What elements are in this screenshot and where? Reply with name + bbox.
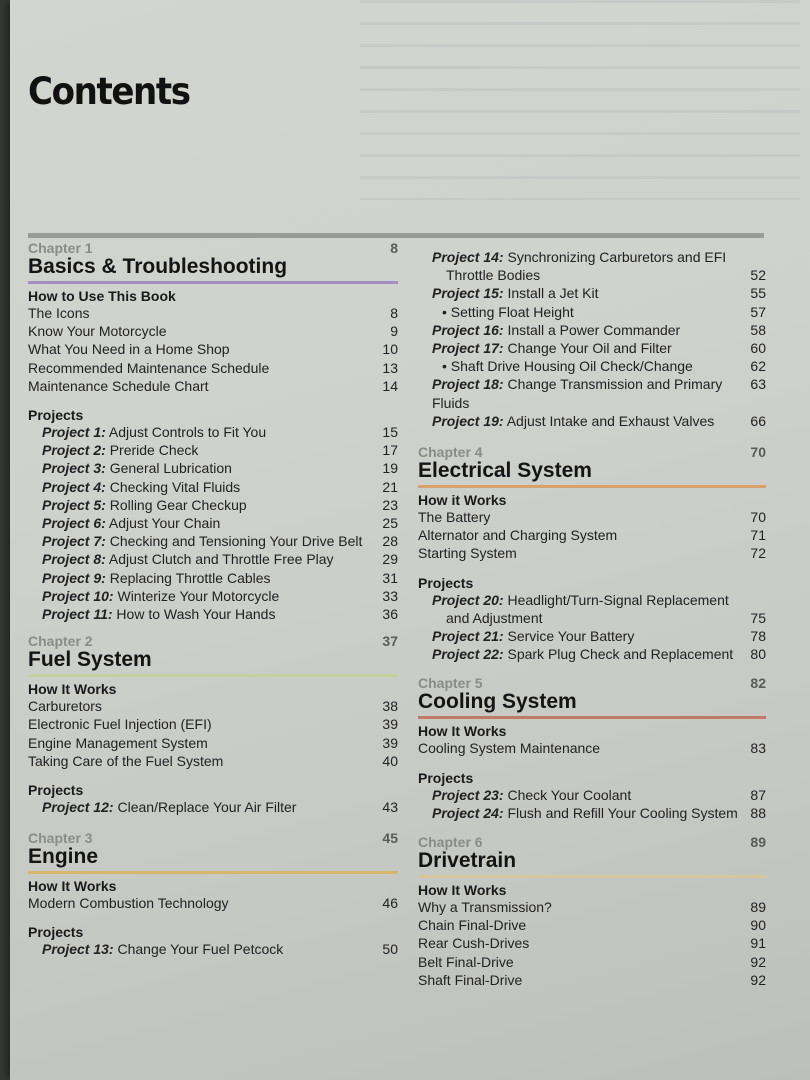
entry-page bbox=[742, 248, 766, 266]
entry-title: Taking Care of the Fuel System bbox=[28, 752, 224, 769]
entry-title: Project 6: Adjust Your Chain bbox=[42, 515, 221, 532]
toc-entry-continuation bbox=[418, 609, 766, 627]
project-number: Project 5: bbox=[42, 496, 106, 513]
entry-page: 92 bbox=[750, 971, 766, 988]
entry-title: Project 10: Winterize Your Motorcycle bbox=[42, 587, 280, 604]
toc-project-entry bbox=[418, 645, 766, 663]
entry-page: 88 bbox=[750, 804, 766, 821]
entry-title: • Shaft Drive Housing Oil Check/Change bbox=[442, 358, 693, 375]
toc-entry bbox=[418, 526, 766, 544]
toc-entry bbox=[418, 916, 766, 934]
entry-title: Project 9: Replacing Throttle Cables bbox=[42, 569, 271, 586]
entry-title: Project 13: Change Your Fuel Petcock bbox=[42, 941, 284, 958]
entry-page: 19 bbox=[382, 460, 398, 477]
entry-title: Maintenance Schedule Chart bbox=[28, 377, 209, 394]
entry-page: 89 bbox=[750, 899, 766, 916]
entry-title: Project 11: How to Wash Your Hands bbox=[42, 606, 276, 623]
entry-page: 91 bbox=[750, 935, 766, 952]
entry-page: 13 bbox=[382, 359, 398, 376]
entry-page: 78 bbox=[750, 628, 766, 645]
entry-title: The Icons bbox=[28, 305, 90, 321]
chapter-color-bar bbox=[418, 716, 766, 719]
toc-project-entry bbox=[418, 248, 766, 266]
toc-entry bbox=[28, 359, 398, 377]
entry-page: 71 bbox=[750, 527, 766, 544]
chapter-color-bar bbox=[28, 281, 398, 284]
chapter-title: Engine bbox=[28, 845, 99, 869]
entry-title: Recommended Maintenance Schedule bbox=[28, 359, 270, 376]
chapter-block bbox=[28, 240, 398, 623]
chapter-label bbox=[28, 633, 398, 649]
entry-title: The Battery bbox=[418, 509, 491, 526]
chapter-page: 45 bbox=[382, 830, 398, 847]
project-number: Project 21: bbox=[432, 628, 504, 645]
entry-title: Know Your Motorcycle bbox=[28, 323, 167, 340]
chapter-block bbox=[418, 834, 766, 989]
entry-page: 31 bbox=[382, 569, 398, 586]
project-number: Project 19: bbox=[432, 412, 504, 429]
entry-title: Shaft Final-Drive bbox=[418, 971, 523, 988]
section-heading: Projects bbox=[28, 407, 84, 424]
project-number: Project 17: bbox=[432, 340, 504, 357]
chapter-label bbox=[418, 444, 766, 460]
entry-page: 38 bbox=[382, 698, 398, 715]
toc-entry bbox=[28, 697, 398, 715]
toc-project-entry bbox=[418, 284, 766, 302]
entry-title: Project 24: Flush and Refill Your Cooling System bbox=[432, 804, 738, 821]
toc-project-entry bbox=[28, 441, 398, 459]
entry-title: Project 16: Install a Power Commander bbox=[432, 321, 681, 338]
entry-page: 80 bbox=[750, 646, 766, 663]
chapter-color-bar bbox=[418, 485, 766, 488]
entry-page: 55 bbox=[750, 285, 766, 302]
chapter-page: 8 bbox=[390, 240, 398, 256]
toc-entry bbox=[418, 971, 766, 989]
section-heading: Projects bbox=[418, 769, 474, 786]
entry-title: Belt Final-Drive bbox=[418, 953, 514, 970]
bleed-through-text bbox=[360, 0, 800, 200]
entry-page bbox=[742, 591, 766, 609]
entry-page: 36 bbox=[382, 606, 398, 623]
toc-project-entry bbox=[418, 339, 766, 357]
entry-page: 62 bbox=[750, 358, 766, 375]
toc-project-entry bbox=[28, 798, 398, 816]
toc-project-entry bbox=[418, 627, 766, 645]
entry-page: 25 bbox=[382, 515, 398, 532]
toc-entry bbox=[28, 340, 398, 358]
toc-entry bbox=[418, 953, 766, 971]
project-number: Project 8: bbox=[42, 551, 106, 568]
toc-entry bbox=[28, 322, 398, 340]
toc-subentry bbox=[418, 357, 766, 375]
entry-page: 60 bbox=[750, 340, 766, 357]
chapter-number: Chapter 3 bbox=[28, 830, 93, 847]
toc-project-entry bbox=[28, 459, 398, 477]
chapter-number: Chapter 5 bbox=[418, 675, 483, 692]
book-page bbox=[10, 0, 810, 1080]
entry-page: 33 bbox=[382, 587, 398, 604]
project-number: Project 12: bbox=[42, 799, 114, 816]
toc-project-entry bbox=[28, 569, 398, 587]
chapter-label bbox=[28, 830, 398, 846]
entry-page: 87 bbox=[750, 786, 766, 803]
toc-entry bbox=[418, 739, 766, 757]
toc-entry-continuation bbox=[418, 266, 766, 284]
entry-page: 14 bbox=[382, 377, 398, 394]
entry-title: Chain Final-Drive bbox=[418, 917, 527, 934]
entry-title: Project 15: Install a Jet Kit bbox=[432, 285, 599, 302]
entry-page: 83 bbox=[750, 740, 766, 757]
entry-title: Project 14: Synchronizing Carburetors and EFI bbox=[432, 249, 727, 265]
section-heading: Projects bbox=[28, 924, 84, 941]
toc-entry bbox=[418, 544, 766, 562]
chapter-title: Drivetrain bbox=[418, 849, 517, 873]
entry-page: 17 bbox=[382, 442, 398, 459]
chapter-title: Electrical System bbox=[418, 459, 592, 483]
entry-title: Modern Combustion Technology bbox=[28, 895, 229, 912]
toc-project-entry bbox=[418, 375, 766, 411]
entry-page: 21 bbox=[382, 478, 398, 495]
project-number: Project 14: bbox=[432, 249, 504, 265]
chapter-label bbox=[418, 834, 766, 850]
top-rule bbox=[28, 233, 764, 238]
entry-title: Cooling System Maintenance bbox=[418, 740, 601, 757]
project-number: Project 23: bbox=[432, 786, 504, 803]
chapter-label bbox=[418, 675, 766, 691]
entry-page: 90 bbox=[750, 917, 766, 934]
entry-page: 28 bbox=[382, 533, 398, 550]
toc-entry bbox=[418, 898, 766, 916]
project-number: Project 3: bbox=[42, 460, 106, 477]
entry-page: 63 bbox=[750, 376, 766, 393]
chapter-block bbox=[418, 444, 766, 663]
toc-project-entry bbox=[418, 591, 766, 609]
entry-page: 15 bbox=[382, 424, 398, 441]
chapter-color-bar bbox=[28, 674, 398, 677]
entry-page: 9 bbox=[390, 323, 398, 340]
chapter-color-bar bbox=[418, 875, 766, 878]
project-number: Project 13: bbox=[42, 941, 114, 958]
entry-title: and Adjustment bbox=[446, 609, 543, 626]
section-heading: Projects bbox=[28, 782, 84, 799]
entry-title: Engine Management System bbox=[28, 734, 208, 751]
project-number: Project 6: bbox=[42, 515, 106, 532]
entry-page: 66 bbox=[750, 412, 766, 429]
toc-subentry bbox=[418, 303, 766, 321]
project-number: Project 1: bbox=[42, 424, 106, 441]
entry-title: Rear Cush-Drives bbox=[418, 935, 530, 952]
entry-page: 75 bbox=[750, 609, 766, 626]
toc-entry bbox=[28, 752, 398, 770]
entry-page: 39 bbox=[382, 716, 398, 733]
toc-project-entry bbox=[28, 550, 398, 568]
toc-project-entry bbox=[28, 532, 398, 550]
entry-title: Throttle Bodies bbox=[446, 267, 541, 284]
entry-title: Project 8: Adjust Clutch and Throttle Free Play bbox=[42, 551, 334, 568]
toc-entry bbox=[28, 715, 398, 733]
entry-title: Project 23: Check Your Coolant bbox=[432, 786, 632, 803]
entry-page: 72 bbox=[750, 545, 766, 562]
chapter-number: Chapter 4 bbox=[418, 444, 483, 461]
project-number: Project 15: bbox=[432, 285, 504, 302]
section-heading: How It Works bbox=[418, 882, 507, 899]
toc-entry bbox=[28, 894, 398, 912]
toc-entry bbox=[418, 934, 766, 952]
toc-project-entry bbox=[28, 496, 398, 514]
chapter-title: Cooling System bbox=[418, 690, 577, 714]
left-column bbox=[28, 240, 398, 959]
chapter-page: 89 bbox=[750, 834, 766, 851]
entry-page: 43 bbox=[382, 799, 398, 816]
entry-page: 23 bbox=[382, 496, 398, 513]
entry-title: Alternator and Charging System bbox=[418, 527, 618, 544]
chapter-title: Fuel System bbox=[28, 648, 152, 672]
chapter-number: Chapter 1 bbox=[28, 240, 93, 256]
entry-page: 10 bbox=[382, 341, 398, 358]
chapter-page: 82 bbox=[750, 675, 766, 692]
project-number: Project 4: bbox=[42, 478, 106, 495]
toc-entry bbox=[28, 734, 398, 752]
entry-page: 57 bbox=[750, 303, 766, 320]
entry-title: Project 21: Service Your Battery bbox=[432, 628, 635, 645]
entry-title: Project 3: General Lubrication bbox=[42, 460, 232, 477]
project-number: Project 10: bbox=[42, 587, 114, 604]
entry-title: Project 17: Change Your Oil and Filter bbox=[432, 340, 672, 357]
chapter-title: Basics & Troubleshooting bbox=[28, 255, 288, 278]
entry-title: Why a Transmission? bbox=[418, 899, 552, 916]
project-number: Project 22: bbox=[432, 646, 504, 663]
toc-project-entry bbox=[418, 412, 766, 430]
entry-page: 58 bbox=[750, 321, 766, 338]
project-number: Project 7: bbox=[42, 533, 106, 550]
section-heading: How It Works bbox=[28, 681, 117, 698]
entry-title: Carburetors bbox=[28, 698, 102, 715]
project-number: Project 18: bbox=[432, 376, 504, 393]
chapter-color-bar bbox=[28, 871, 398, 874]
entry-title: What You Need in a Home Shop bbox=[28, 341, 230, 358]
chapter-number: Chapter 2 bbox=[28, 633, 93, 650]
toc-project-entry bbox=[28, 940, 398, 958]
entry-title: Electronic Fuel Injection (EFI) bbox=[28, 716, 212, 733]
section-heading: How it Works bbox=[418, 492, 507, 509]
entry-title: Project 1: Adjust Controls to Fit You bbox=[42, 424, 267, 441]
chapter-block bbox=[28, 830, 398, 958]
chapter-number: Chapter 6 bbox=[418, 834, 483, 851]
entry-page: 52 bbox=[750, 267, 766, 284]
section-heading: How It Works bbox=[28, 878, 117, 895]
entry-title: Project 5: Rolling Gear Checkup bbox=[42, 496, 247, 513]
toc-project-entry bbox=[28, 587, 398, 605]
entry-title: Project 2: Preride Check bbox=[42, 442, 199, 459]
entry-page: 70 bbox=[750, 509, 766, 526]
entry-page: 46 bbox=[382, 895, 398, 912]
entry-title: Project 22: Spark Plug Check and Replacement bbox=[432, 646, 734, 663]
project-number: Project 11: bbox=[42, 606, 113, 623]
entry-page: 50 bbox=[382, 941, 398, 958]
toc-entry bbox=[28, 377, 398, 395]
project-number: Project 16: bbox=[432, 321, 504, 338]
toc-project-entry bbox=[28, 423, 398, 441]
page-title: Contents bbox=[28, 70, 190, 113]
toc-project-entry bbox=[418, 804, 766, 822]
project-number: Project 20: bbox=[432, 591, 504, 608]
project-number: Project 24: bbox=[432, 804, 504, 821]
entry-page: 92 bbox=[750, 953, 766, 970]
chapter-block bbox=[28, 633, 398, 816]
entry-title: Project 18: Change Transmission and Primary Fluids bbox=[432, 376, 723, 411]
toc-project-entry bbox=[28, 478, 398, 496]
toc-project-entry bbox=[418, 321, 766, 339]
chapter-block bbox=[418, 675, 766, 822]
toc-project-entry bbox=[418, 786, 766, 804]
entry-page: 40 bbox=[382, 752, 398, 769]
section-heading: How to Use This Book bbox=[28, 288, 176, 304]
toc-project-entry bbox=[28, 605, 398, 623]
chapter-label bbox=[28, 240, 398, 256]
chapter-page: 37 bbox=[382, 633, 398, 650]
project-number: Project 9: bbox=[42, 569, 106, 586]
entry-title: Starting System bbox=[418, 545, 517, 562]
toc-project-entry bbox=[28, 514, 398, 532]
toc-entry bbox=[418, 508, 766, 526]
entry-title: • Setting Float Height bbox=[442, 303, 574, 320]
entry-title: Project 7: Checking and Tensioning Your Drive Belt bbox=[42, 533, 363, 550]
entry-title: Project 4: Checking Vital Fluids bbox=[42, 478, 241, 495]
entry-title: Project 20: Headlight/Turn-Signal Replacement bbox=[432, 591, 729, 608]
section-heading: How It Works bbox=[418, 723, 507, 740]
entry-page: 8 bbox=[390, 305, 398, 321]
section-heading: Projects bbox=[418, 574, 474, 591]
project-number: Project 2: bbox=[42, 442, 106, 459]
entry-title: Project 12: Clean/Replace Your Air Filter bbox=[42, 799, 297, 816]
entry-page: 29 bbox=[382, 551, 398, 568]
chapter-page: 70 bbox=[750, 444, 766, 461]
entry-page: 39 bbox=[382, 734, 398, 751]
toc-entry bbox=[28, 304, 398, 322]
entry-title: Project 19: Adjust Intake and Exhaust Valves bbox=[432, 412, 715, 429]
right-column bbox=[418, 248, 766, 989]
